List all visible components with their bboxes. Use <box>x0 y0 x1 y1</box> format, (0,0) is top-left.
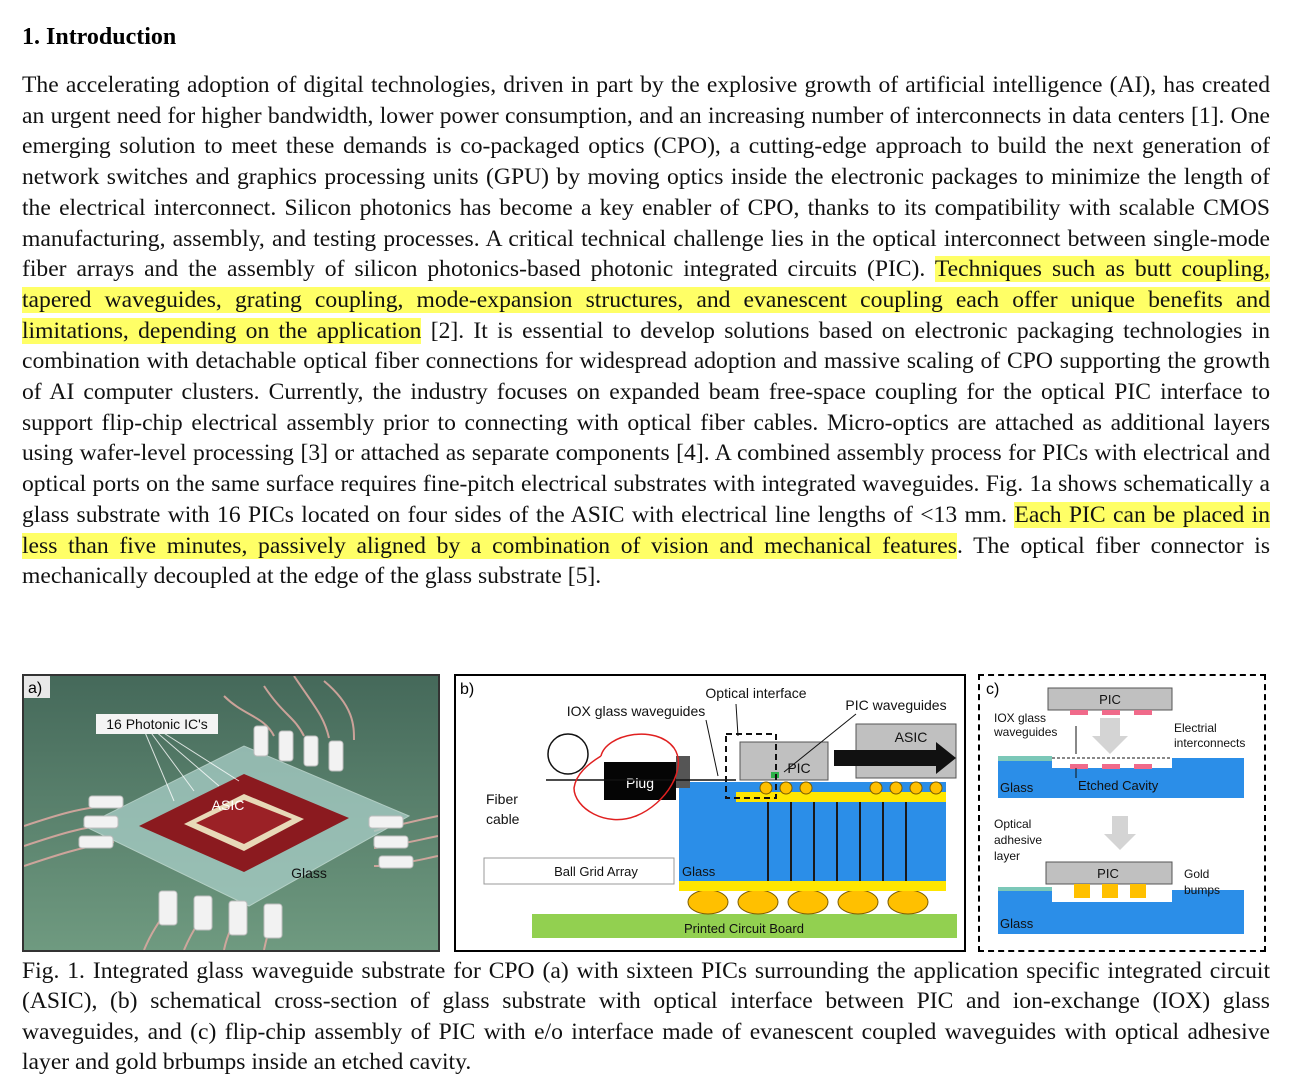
label-glass-bottom: Glass <box>1000 916 1034 931</box>
label-fiber: Fiber <box>486 791 518 807</box>
label-gold-1: Gold <box>1184 867 1210 881</box>
label-iox-2: waveguides <box>994 725 1058 739</box>
label-pic-waveguides: PIC waveguides <box>845 697 947 713</box>
label-adh-1: Optical <box>994 817 1032 831</box>
label-glass-b: Glass <box>682 864 716 879</box>
label-iox-waveguides: IOX glass waveguides <box>566 703 706 719</box>
figure-caption: Fig. 1. Integrated glass waveguide substrate for CPO (a) with sixteen PICs surrounding the application specific integrated circuit (ASIC), (b) schematical cross-section of glass substrate with optical interface between PIC and ion-exchange (IOX) glass waveguides, and (c) flip-chip assembly of PIC with e/o interface made of evanescent coupled waveguides with optical adhesive layer and gold brbumps inside an etched cavity. <box>22 958 1270 1076</box>
panel-c-letter: c) <box>986 681 1000 698</box>
intro-paragraph <box>22 70 1270 592</box>
panel-c-diagram <box>980 676 1264 950</box>
panel-a-illustration <box>24 676 438 950</box>
label-glass-top: Glass <box>1000 780 1034 795</box>
label-bga: Ball Grid Array <box>554 864 638 879</box>
label-iox-1: IOX glass <box>994 711 1047 725</box>
figure-panel-c <box>978 674 1266 952</box>
paragraph-text-2: [2]. It is essential to develop solutions based on electronic packaging technologies in combination with detachable optical fiber connections for widespread adoption and massive scaling of CPO supporting the growth of AI computer clusters. Currently, the industry focuses on expanded beam free-space coupling for the optical PIC interface to support flip-chip electrical assembly prior to connecting with optical fiber cables. Micro-optics are attached as additional layers using wafer-level processing [3] or attached as separate components [4]. A combined assembly process for PICs with electrical and optical ports on the same surface requires fine-pitch electrical substrates with integrated waveguides. Fig. 1a shows schematically a glass substrate with 16 PICs located on four sides of the ASIC with electrical line lengths of <13 mm. <box>22 317 1270 528</box>
label-plug: Plug <box>625 775 655 791</box>
highlighted-text-2: Each PIC can be placed in less than five minutes, passively aligned by a combination of vision and mechanical features <box>22 501 1270 559</box>
panel-b-letter: b) <box>460 681 475 698</box>
label-asic-a: ASIC <box>211 797 245 813</box>
label-adh-2: adhesive <box>994 833 1043 847</box>
label-elec-2: interconnects <box>1174 736 1246 750</box>
paragraph-text-3: . The optical fiber connector is mechanically decoupled at the edge of the glass substrate [5]. <box>22 532 1270 590</box>
figure-panel-b <box>454 674 966 952</box>
label-pic-b: PIC <box>787 760 811 776</box>
label-pic-bottom: PIC <box>1097 866 1119 881</box>
label-pic-top: PIC <box>1099 692 1121 707</box>
label-asic-b: ASIC <box>894 729 928 745</box>
label-optical-interface: Optical interface <box>705 685 807 701</box>
section-heading: 1. Introduction <box>22 24 177 50</box>
figure-panel-a <box>22 674 440 952</box>
label-elec-1: Electrial <box>1174 721 1217 735</box>
panel-a-letter: a) <box>28 680 43 697</box>
label-glass-a: Glass <box>291 865 327 881</box>
label-adh-3: layer <box>994 849 1021 863</box>
label-gold-2: bumps <box>1184 883 1221 897</box>
label-cable: cable <box>486 811 520 827</box>
panel-b-diagram <box>456 676 964 950</box>
label-etched-cavity: Etched Cavity <box>1078 778 1159 793</box>
paragraph-text-1: The accelerating adoption of digital technologies, driven in part by the explosive growth of artificial intelligence (AI), has created an urgent need for higher bandwidth, lower power consumption, and an increasing number of interconnects in data centers [1]. One emerging solution to meet these demands is co-packaged optics (CPO), a cutting-edge approach to build the next generation of network switches and graphics processing units (GPU) by moving optics inside the electronic packages to minimize the length of the electrical interconnect. Silicon photonics has become a key enabler of CPO, thanks to its compatibility with scalable CMOS manufacturing, assembly, and testing processes. A critical technical challenge lies in the optical interconnect between single-mode fiber arrays and the assembly of silicon photonics-based photonic integrated circuits (PIC). <box>22 72 1270 283</box>
highlighted-text-1: Techniques such as butt coupling, tapered waveguides, grating coupling, mode-expansion structures, and evanescent coupling each offer unique benefits and limitations, depending on the application <box>22 256 1270 344</box>
label-pcb: Printed Circuit Board <box>684 921 804 936</box>
label-photonic-ics: 16 Photonic IC's <box>106 716 208 732</box>
